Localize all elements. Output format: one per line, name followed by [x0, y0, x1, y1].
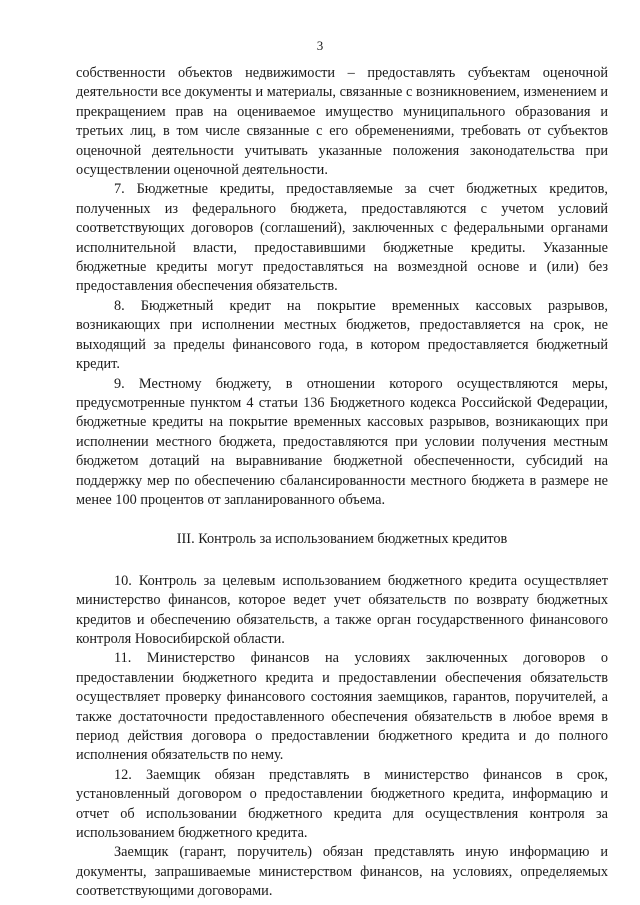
paragraph-borrower-obligation: Заемщик (гарант, поручитель) обязан представлять иную информацию и документы, запрашиваемые министерством финансов, на условиях, определяемых соответствующими договорами. — [76, 844, 608, 900]
paragraph-item-12: 12. Заемщик обязан представлять в министерство финансов в срок, установленный договором о предоставлении бюджетного кредита, информацию и отчет об использовании бюджетного кредита для осуществления контроля за использованием бюджетного кредита. — [76, 766, 608, 842]
paragraph-continuation: собственности объектов недвижимости – предоставлять субъектам оценочной деятельности все документы и материалы, связанные с возникновением, изменением и прекращением прав на оцениваемое имущество муниципального образования и третьих лиц, в том числе связанные с его обременениями, требовать от субъектов оценочной деятельности учитывать указанные положения законодательства при осуществлении оценочной деятельности. — [76, 65, 608, 179]
page-number: 3 — [316, 38, 324, 53]
paragraph-item-11: 11. Министерство финансов на условиях заключенных договоров о предоставлении бюджетного кредита и предоставлении обеспечения обязательств осуществляет проверку финансового состояния заемщиков, гарантов, поручителей, а также достаточности предоставленного обеспечения обязательств в любое время в период действия договора о предоставлении бюджетного кредита и до полного исполнения обязательств по нему. — [76, 650, 608, 764]
paragraph-item-9: 9. Местному бюджету, в отношении которого осуществляются меры, предусмотренные пунктом 4 статьи 136 Бюджетного кодекса Российской Федерации, бюджетные кредиты на покрытие временных кассовых разрывов, возникающих при исполнении местного бюджета, предоставляются при условии получения местным бюджетом дотаций на выравнивание бюджетной обеспеченности, субсидий на поддержку мер по обеспечению сбалансированности местного бюджета в размере не менее 100 процентов от запланированного объема. — [76, 375, 608, 508]
paragraph-item-7: 7. Бюджетные кредиты, предоставляемые за счет бюджетных кредитов, полученных из федерального бюджета, предоставляются с учетом условий соответствующих договоров (соглашений), заключенных с федеральными органами исполнительной власти, предоставившими бюджетные кредиты. Указанные бюджетные кредиты могут предоставляться на возмездной основе и (или) без предоставления обеспечения обязательств. — [76, 181, 608, 295]
document-body — [76, 64, 608, 902]
paragraph-item-10: 10. Контроль за целевым использованием бюджетного кредита осуществляет министерство финансов, которое ведет учет обязательств по возврату бюджетных кредитов и обеспечению обязательств, а также орган государственного финансового контроля Новосибирской области. — [76, 572, 608, 647]
paragraph-item-8: 8. Бюджетный кредит на покрытие временных кассовых разрывов, возникающих при исполнении местных бюджетов, предоставляется на срок, не выходящий за пределы финансового года, в котором предоставляется бюджетный кредит. — [76, 297, 608, 373]
section-heading: III. Контроль за использованием бюджетных кредитов — [176, 531, 508, 548]
